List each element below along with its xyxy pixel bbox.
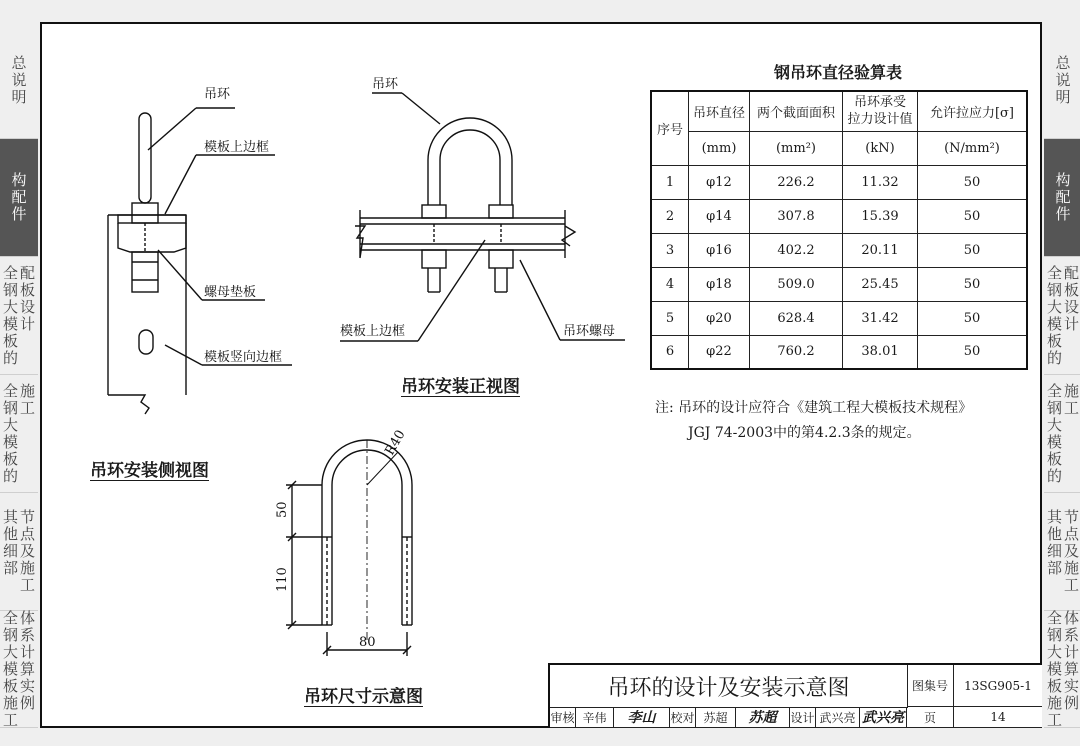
checker-name: 苏超 <box>696 707 736 728</box>
design-label: 设计 <box>790 707 816 728</box>
chapter-tab-char: 全 <box>1046 263 1062 282</box>
chapter-tab-char: 构 <box>11 171 27 189</box>
table-cell-no: 5 <box>651 301 689 335</box>
chapter-tab-char: 大 <box>2 642 18 661</box>
chapter-tab-char: 钢 <box>1046 280 1062 299</box>
table-cell-force: 31.42 <box>843 301 918 335</box>
table-cell-force: 15.39 <box>843 199 918 233</box>
chapter-tab-char: 算 <box>20 659 36 678</box>
chapter-tab-char: 明 <box>11 87 27 106</box>
chapter-tab-char: 点 <box>1064 525 1080 543</box>
side-label-ring: 吊环 <box>204 87 231 102</box>
header-force-line2: 拉力设计值 <box>847 112 913 128</box>
dim-radius: R40 <box>382 427 409 458</box>
chapter-tab-char: 他 <box>2 525 18 543</box>
table-row <box>651 301 1027 335</box>
chapter-tab-char: 工 <box>1064 576 1080 594</box>
table-cell-stress: 50 <box>918 199 1028 233</box>
chapter-tab-char: 细 <box>2 542 18 560</box>
table-cell-area: 226.2 <box>750 165 843 199</box>
header-area: 两个截面面积 <box>750 91 843 131</box>
chapter-tab-char: 全 <box>2 608 18 627</box>
table-cell-d: φ16 <box>689 233 750 267</box>
table-cell-stress: 50 <box>918 301 1028 335</box>
chapter-tab-char: 板 <box>1064 280 1080 299</box>
table-title: 钢吊环直径验算表 <box>773 63 902 82</box>
chapter-tab-char: 施 <box>1064 381 1080 400</box>
chapter-tab-char: 大 <box>2 297 18 316</box>
chapter-tab-char: 板 <box>1046 331 1062 350</box>
chapter-tab-char: 设 <box>1064 297 1080 316</box>
chapter-tab-char: 钢 <box>2 280 18 299</box>
chapter-tab-char: 配 <box>1055 188 1071 206</box>
table-cell-area: 628.4 <box>750 301 843 335</box>
chapter-tab-char: 及 <box>20 542 36 560</box>
chapter-tab-char: 钢 <box>1046 625 1062 644</box>
chapter-tab-char: 工 <box>2 710 18 729</box>
chapter-tab-char: 全 <box>1046 608 1062 627</box>
chapter-tab-char: 配 <box>11 188 27 206</box>
table-cell-no: 2 <box>651 199 689 233</box>
chapter-tab-char: 施 <box>20 559 36 577</box>
reviewer-name: 辛伟 <box>576 707 614 728</box>
chapter-tab-char: 说 <box>11 70 27 89</box>
chapter-tab-char: 系 <box>1064 625 1080 644</box>
chapter-tab-char: 钢 <box>2 625 18 644</box>
atlas-label: 图集号 <box>907 665 954 707</box>
chapter-tab-char: 配 <box>20 263 36 282</box>
chapter-tab-char: 大 <box>1046 297 1062 316</box>
header-force-line1: 吊环承受 <box>853 95 906 111</box>
chapter-tab-char: 施 <box>20 381 36 400</box>
table-cell-area: 509.0 <box>750 267 843 301</box>
side-label-nut-washer: 螺母垫板 <box>204 285 257 300</box>
atlas-number: 13SG905-1 <box>954 665 1042 707</box>
chapter-tab-char: 配 <box>1064 263 1080 282</box>
calc-table <box>650 90 1028 370</box>
chapter-tab-char: 的 <box>2 348 18 367</box>
table-cell-area: 760.2 <box>750 335 843 369</box>
chapter-tab-char: 部 <box>2 559 18 577</box>
table-row <box>651 335 1027 369</box>
table-cell-no: 1 <box>651 165 689 199</box>
front-label-nut: 吊环螺母 <box>563 324 616 339</box>
table-cell-stress: 50 <box>918 233 1028 267</box>
chapter-tab-char: 其 <box>1046 508 1062 526</box>
chapter-tab-char: 例 <box>1064 693 1080 712</box>
unit-diameter: (mm) <box>689 131 750 165</box>
chapter-tab-char: 节 <box>1064 508 1080 526</box>
chapter-tab-char: 全 <box>2 381 18 400</box>
header-force <box>843 91 918 131</box>
table-cell-force: 20.11 <box>843 233 918 267</box>
table-row <box>651 267 1027 301</box>
page-label: 页 <box>907 707 954 728</box>
table-cell-no: 6 <box>651 335 689 369</box>
chapter-tab-char: 计 <box>20 642 36 661</box>
dim-110: 110 <box>275 567 290 592</box>
chapter-tab-char: 板 <box>2 331 18 350</box>
chapter-tab-char: 部 <box>1046 559 1062 577</box>
chapter-tab-char: 件 <box>11 205 27 223</box>
chapter-tab-char: 施 <box>1064 559 1080 577</box>
reviewer-signature: 李山 <box>614 707 670 728</box>
chapter-tab-char: 模 <box>1046 432 1062 451</box>
chapter-tab-char: 算 <box>1064 659 1080 678</box>
chapter-tab-char: 说 <box>1055 70 1071 89</box>
front-label-ring: 吊环 <box>372 77 399 92</box>
chapter-tab-char: 钢 <box>1046 398 1062 417</box>
chapter-tab-char: 他 <box>1046 525 1062 543</box>
front-label-top-frame: 模板上边框 <box>340 324 406 339</box>
design-note <box>655 396 972 446</box>
chapter-tab-char: 模 <box>2 432 18 451</box>
chapter-tab-char: 板 <box>1046 449 1062 468</box>
chapter-tab-char: 的 <box>1046 466 1062 485</box>
chapter-tab-char: 体 <box>1064 608 1080 627</box>
chapter-tab-char: 施 <box>1046 693 1062 712</box>
designer-name: 武兴亮 <box>816 707 860 728</box>
chapter-tab-char: 板 <box>20 280 36 299</box>
designer-signature: 武兴亮 <box>860 707 907 728</box>
chapter-tab-char: 大 <box>1046 642 1062 661</box>
front-view-title: 吊环安装正视图 <box>401 377 520 397</box>
chapter-tab-char: 构 <box>1055 171 1071 189</box>
table-cell-stress: 50 <box>918 335 1028 369</box>
header-no: 序号 <box>651 91 689 165</box>
check-label: 校对 <box>670 707 696 728</box>
chapter-tab-char: 计 <box>1064 314 1080 333</box>
chapter-tab-char: 工 <box>20 576 36 594</box>
chapter-tab-char: 其 <box>2 508 18 526</box>
chapter-tab-char: 的 <box>2 466 18 485</box>
checker-signature: 苏超 <box>736 707 790 728</box>
side-label-vertical-frame: 模板竖向边框 <box>204 350 283 365</box>
dimension-view-drawing <box>286 440 412 656</box>
chapter-tab-char: 施 <box>2 693 18 712</box>
unit-area: (mm²) <box>750 131 843 165</box>
chapter-tab-char: 模 <box>2 314 18 333</box>
header-stress: 允许拉应力[σ] <box>918 91 1028 131</box>
table-cell-force: 11.32 <box>843 165 918 199</box>
chapter-tab-char: 工 <box>1064 398 1080 417</box>
chapter-tab-char: 及 <box>1064 542 1080 560</box>
chapter-tab-char: 全 <box>2 263 18 282</box>
review-label: 审核 <box>550 707 576 728</box>
chapter-tab-char: 工 <box>20 398 36 417</box>
table-row <box>651 165 1027 199</box>
note-line2: JGJ 74-2003中的第4.2.3条的规定。 <box>688 425 921 441</box>
chapter-tab-char: 体 <box>20 608 36 627</box>
front-view-drawing <box>340 93 625 341</box>
table-cell-force: 38.01 <box>843 335 918 369</box>
table-cell-d: φ12 <box>689 165 750 199</box>
chapter-tab-char: 明 <box>1055 87 1071 106</box>
chapter-tab-char: 工 <box>1046 710 1062 729</box>
chapter-tab-char: 模 <box>1046 314 1062 333</box>
chapter-tab-char: 细 <box>1046 542 1062 560</box>
chapter-tab-char: 大 <box>1046 415 1062 434</box>
chapter-tab-char: 板 <box>2 449 18 468</box>
chapter-tab-char: 件 <box>1055 205 1071 223</box>
chapter-tab-char: 钢 <box>2 398 18 417</box>
dimension-view-title: 吊环尺寸示意图 <box>304 687 423 707</box>
chapter-tab-char: 模 <box>1046 659 1062 678</box>
chapter-tab-char: 板 <box>2 676 18 695</box>
chapter-tab-char: 全 <box>1046 381 1062 400</box>
table-cell-area: 402.2 <box>750 233 843 267</box>
table-cell-d: φ14 <box>689 199 750 233</box>
table-cell-d: φ18 <box>689 267 750 301</box>
title-block <box>548 663 1042 728</box>
table-cell-no: 3 <box>651 233 689 267</box>
table-cell-stress: 50 <box>918 267 1028 301</box>
chapter-tab-char: 计 <box>1064 642 1080 661</box>
header-diameter: 吊环直径 <box>689 91 750 131</box>
side-view-title: 吊环安装侧视图 <box>90 461 209 481</box>
chapter-tab-char: 大 <box>2 415 18 434</box>
note-line1: 注: 吊环的设计应符合《建筑工程大模板技术规程》 <box>655 400 973 416</box>
chapter-tab-char: 设 <box>20 297 36 316</box>
chapter-tab-char: 点 <box>20 525 36 543</box>
table-cell-area: 307.8 <box>750 199 843 233</box>
side-label-top-frame: 模板上边框 <box>204 140 270 155</box>
unit-stress: (N/mm²) <box>918 131 1028 165</box>
table-cell-d: φ22 <box>689 335 750 369</box>
chapter-tab-char: 实 <box>20 676 36 695</box>
chapter-tab-char: 计 <box>20 314 36 333</box>
table-cell-no: 4 <box>651 267 689 301</box>
dim-80: 80 <box>359 635 376 650</box>
chapter-tab-char: 模 <box>2 659 18 678</box>
drawing-title: 吊环的设计及安装示意图 <box>550 665 908 708</box>
table-cell-force: 25.45 <box>843 267 918 301</box>
dim-50: 50 <box>275 501 290 518</box>
table-row <box>651 233 1027 267</box>
table-row <box>651 199 1027 233</box>
table-cell-stress: 50 <box>918 165 1028 199</box>
chapter-tab-char: 实 <box>1064 676 1080 695</box>
chapter-tab-char: 例 <box>20 693 36 712</box>
chapter-tab-char: 节 <box>20 508 36 526</box>
chapter-tab-char: 系 <box>20 625 36 644</box>
table-cell-d: φ20 <box>689 301 750 335</box>
unit-force: (kN) <box>843 131 918 165</box>
page-number: 14 <box>954 707 1042 728</box>
chapter-tab-char: 的 <box>1046 348 1062 367</box>
chapter-tab-char: 总 <box>1055 53 1071 72</box>
chapter-tab-char: 总 <box>11 53 27 72</box>
chapter-tab-char: 板 <box>1046 676 1062 695</box>
